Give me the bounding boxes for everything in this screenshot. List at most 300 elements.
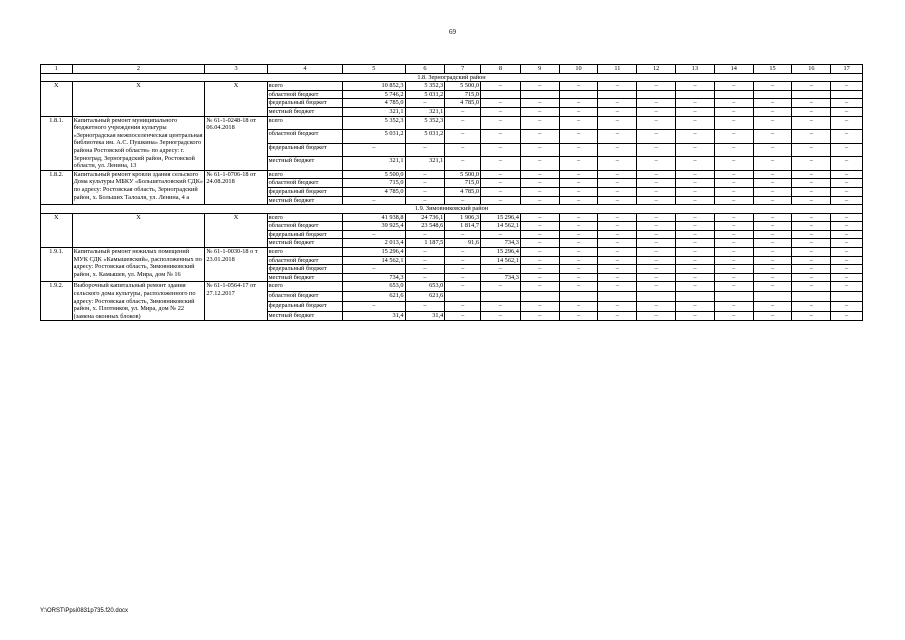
value-cell: 91,6 bbox=[445, 239, 481, 248]
value-cell: – bbox=[598, 248, 637, 257]
value-cell: – bbox=[481, 179, 521, 188]
funding-source: федеральный бюджет bbox=[267, 301, 343, 311]
value-cell: – bbox=[753, 107, 792, 116]
value-cell: 715,0 bbox=[343, 179, 405, 188]
value-cell: – bbox=[637, 311, 676, 321]
value-cell: 15 296,4 bbox=[481, 213, 521, 222]
value-cell: – bbox=[676, 116, 715, 130]
value-cell: – bbox=[831, 239, 863, 248]
value-cell: – bbox=[520, 213, 559, 222]
value-cell: – bbox=[598, 213, 637, 222]
value-cell: 31,4 bbox=[343, 311, 405, 321]
value-cell: – bbox=[520, 230, 559, 239]
value-cell: – bbox=[445, 157, 481, 171]
value-cell: – bbox=[637, 230, 676, 239]
value-cell: – bbox=[520, 282, 559, 292]
item-document: № 61-1-0564-17 от 27.12.2017 bbox=[205, 282, 267, 321]
item-document: № 61-1-0706-18 от 24.08.2018 bbox=[205, 170, 267, 204]
section-header-row bbox=[41, 205, 863, 214]
value-cell: 653,0 bbox=[405, 282, 445, 292]
value-cell: – bbox=[831, 130, 863, 144]
value-cell: – bbox=[445, 248, 481, 257]
value-cell bbox=[676, 292, 715, 302]
value-cell: – bbox=[598, 82, 637, 91]
value-cell: – bbox=[676, 230, 715, 239]
value-cell: – bbox=[637, 116, 676, 130]
value-cell: – bbox=[714, 170, 753, 179]
funding-source: областной бюджет bbox=[267, 90, 343, 99]
value-cell: – bbox=[676, 196, 715, 205]
value-cell: – bbox=[559, 82, 598, 91]
value-cell: – bbox=[343, 143, 405, 157]
value-cell: – bbox=[792, 230, 831, 239]
item-number: 1.9.1. bbox=[41, 248, 73, 282]
header-cell: 12 bbox=[637, 65, 676, 74]
value-cell bbox=[598, 292, 637, 302]
value-cell: – bbox=[598, 282, 637, 292]
value-cell: – bbox=[831, 82, 863, 91]
value-cell bbox=[559, 90, 598, 99]
value-cell: – bbox=[831, 230, 863, 239]
value-cell: 5 500,0 bbox=[343, 170, 405, 179]
value-cell: – bbox=[792, 213, 831, 222]
value-cell: 621,6 bbox=[343, 292, 405, 302]
value-cell: – bbox=[520, 179, 559, 188]
item-document: Х bbox=[205, 82, 267, 116]
value-cell: – bbox=[520, 265, 559, 274]
value-cell: – bbox=[520, 256, 559, 265]
value-cell: – bbox=[405, 99, 445, 108]
value-cell: – bbox=[753, 99, 792, 108]
value-cell: 14 562,1 bbox=[343, 256, 405, 265]
value-cell: – bbox=[520, 107, 559, 116]
value-cell: – bbox=[753, 213, 792, 222]
header-cell: 11 bbox=[598, 65, 637, 74]
value-cell: – bbox=[481, 130, 521, 144]
value-cell: – bbox=[598, 256, 637, 265]
value-cell: – bbox=[445, 143, 481, 157]
value-cell: 5 500,0 bbox=[445, 82, 481, 91]
value-cell: – bbox=[714, 179, 753, 188]
value-cell: – bbox=[753, 301, 792, 311]
item-name: Капитальный ремонт муниципального бюджетного учреждения культуры «Зерноградская межпоселенческая центральная библиотека им. А.С. Пушкина» Зерноградского района Ростовской области» по адресу: г. Зерноград, Зерноградский район, Ростовской области, ул. Ленина, 13 bbox=[72, 116, 205, 170]
value-cell: – bbox=[792, 82, 831, 91]
value-cell: – bbox=[792, 265, 831, 274]
value-cell: 15 296,4 bbox=[343, 248, 405, 257]
value-cell: 5 031,2 bbox=[343, 130, 405, 144]
value-cell: – bbox=[792, 170, 831, 179]
value-cell: – bbox=[831, 196, 863, 205]
value-cell: – bbox=[831, 256, 863, 265]
value-cell: – bbox=[445, 301, 481, 311]
value-cell: – bbox=[405, 265, 445, 274]
value-cell: – bbox=[598, 157, 637, 171]
value-cell: – bbox=[792, 256, 831, 265]
value-cell: 321,1 bbox=[343, 157, 405, 171]
value-cell: – bbox=[792, 157, 831, 171]
value-cell: – bbox=[637, 187, 676, 196]
value-cell: – bbox=[714, 265, 753, 274]
funding-source: местный бюджет bbox=[267, 273, 343, 282]
value-cell: – bbox=[559, 196, 598, 205]
value-cell: – bbox=[714, 282, 753, 292]
value-cell bbox=[792, 292, 831, 302]
value-cell: – bbox=[831, 222, 863, 231]
value-cell: – bbox=[559, 311, 598, 321]
value-cell bbox=[637, 90, 676, 99]
value-cell: – bbox=[481, 157, 521, 171]
header-cell: 6 bbox=[405, 65, 445, 74]
value-cell: – bbox=[598, 187, 637, 196]
value-cell: – bbox=[405, 196, 445, 205]
table-body bbox=[41, 65, 863, 321]
value-cell: 5 352,3 bbox=[343, 116, 405, 130]
value-cell: – bbox=[714, 222, 753, 231]
value-cell: – bbox=[714, 187, 753, 196]
header-cell: 16 bbox=[792, 65, 831, 74]
value-cell: – bbox=[405, 170, 445, 179]
value-cell: – bbox=[831, 99, 863, 108]
value-cell: – bbox=[831, 170, 863, 179]
section-title: 1.9. Зимовниковский район bbox=[41, 205, 863, 214]
value-cell: 5 352,3 bbox=[405, 82, 445, 91]
value-cell: – bbox=[676, 239, 715, 248]
value-cell: – bbox=[520, 222, 559, 231]
funding-source: всего bbox=[267, 282, 343, 292]
value-cell: – bbox=[753, 116, 792, 130]
value-cell: – bbox=[753, 157, 792, 171]
header-cell: 7 bbox=[445, 65, 481, 74]
value-cell: – bbox=[598, 273, 637, 282]
value-cell: – bbox=[559, 230, 598, 239]
value-cell: – bbox=[343, 301, 405, 311]
value-cell bbox=[481, 292, 521, 302]
funding-source: местный бюджет bbox=[267, 157, 343, 171]
value-cell: – bbox=[405, 301, 445, 311]
value-cell: – bbox=[520, 196, 559, 205]
value-cell bbox=[520, 292, 559, 302]
value-cell: – bbox=[445, 265, 481, 274]
value-cell: – bbox=[343, 230, 405, 239]
value-cell: – bbox=[481, 187, 521, 196]
value-cell: 39 925,4 bbox=[343, 222, 405, 231]
value-cell: – bbox=[714, 143, 753, 157]
value-cell: – bbox=[714, 239, 753, 248]
value-cell: – bbox=[637, 222, 676, 231]
value-cell: – bbox=[753, 196, 792, 205]
value-cell: – bbox=[598, 230, 637, 239]
value-cell bbox=[831, 90, 863, 99]
header-cell: 3 bbox=[205, 65, 267, 74]
value-cell: – bbox=[598, 130, 637, 144]
value-cell: – bbox=[481, 311, 521, 321]
value-cell: – bbox=[559, 107, 598, 116]
value-cell: – bbox=[559, 116, 598, 130]
value-cell bbox=[753, 292, 792, 302]
value-cell: 621,6 bbox=[405, 292, 445, 302]
value-cell: 31,4 bbox=[405, 311, 445, 321]
value-cell: 4 785,0 bbox=[343, 99, 405, 108]
funding-source: федеральный бюджет bbox=[267, 99, 343, 108]
value-cell bbox=[481, 90, 521, 99]
value-cell: – bbox=[792, 311, 831, 321]
value-cell: – bbox=[831, 265, 863, 274]
funding-source: всего bbox=[267, 116, 343, 130]
value-cell: – bbox=[753, 265, 792, 274]
value-cell: – bbox=[598, 311, 637, 321]
section-header-row bbox=[41, 73, 863, 82]
value-cell: – bbox=[676, 99, 715, 108]
value-cell: – bbox=[481, 230, 521, 239]
value-cell: – bbox=[520, 157, 559, 171]
value-cell: – bbox=[481, 196, 521, 205]
value-cell: – bbox=[445, 311, 481, 321]
value-cell: – bbox=[831, 179, 863, 188]
value-cell: – bbox=[792, 301, 831, 311]
value-cell: 14 562,1 bbox=[481, 256, 521, 265]
value-cell: – bbox=[753, 239, 792, 248]
value-cell: – bbox=[445, 273, 481, 282]
header-cell: 10 bbox=[559, 65, 598, 74]
value-cell: – bbox=[753, 256, 792, 265]
footer-file-path: Y:\ORST\Ppsi0831p735.f20.docx bbox=[40, 608, 129, 614]
value-cell: – bbox=[405, 273, 445, 282]
funding-source: областной бюджет bbox=[267, 256, 343, 265]
value-cell: – bbox=[520, 311, 559, 321]
value-cell bbox=[714, 292, 753, 302]
value-cell: 4 785,0 bbox=[445, 99, 481, 108]
value-cell: – bbox=[714, 301, 753, 311]
value-cell: – bbox=[405, 187, 445, 196]
value-cell: – bbox=[481, 99, 521, 108]
value-cell: – bbox=[445, 282, 481, 292]
value-cell: – bbox=[598, 99, 637, 108]
value-cell: – bbox=[714, 82, 753, 91]
value-cell: – bbox=[792, 239, 831, 248]
value-cell: – bbox=[676, 273, 715, 282]
value-cell: – bbox=[343, 196, 405, 205]
funding-source: областной бюджет bbox=[267, 130, 343, 144]
table-row bbox=[41, 282, 863, 292]
value-cell: – bbox=[676, 143, 715, 157]
value-cell: 321,1 bbox=[343, 107, 405, 116]
value-cell: 734,3 bbox=[343, 273, 405, 282]
value-cell: 5 352,3 bbox=[405, 116, 445, 130]
value-cell: – bbox=[559, 157, 598, 171]
value-cell: – bbox=[714, 213, 753, 222]
value-cell: – bbox=[792, 116, 831, 130]
value-cell: 1 187,5 bbox=[405, 239, 445, 248]
value-cell: 4 785,0 bbox=[445, 187, 481, 196]
value-cell: – bbox=[753, 143, 792, 157]
value-cell bbox=[445, 292, 481, 302]
value-cell bbox=[559, 292, 598, 302]
value-cell: 321,1 bbox=[405, 157, 445, 171]
value-cell: – bbox=[676, 107, 715, 116]
value-cell: – bbox=[637, 265, 676, 274]
value-cell: – bbox=[343, 265, 405, 274]
value-cell: – bbox=[598, 265, 637, 274]
value-cell: – bbox=[559, 256, 598, 265]
value-cell: – bbox=[559, 222, 598, 231]
value-cell: – bbox=[676, 311, 715, 321]
value-cell: – bbox=[445, 196, 481, 205]
budget-table bbox=[40, 64, 863, 321]
value-cell: – bbox=[753, 311, 792, 321]
value-cell: – bbox=[481, 265, 521, 274]
value-cell: – bbox=[753, 230, 792, 239]
value-cell: – bbox=[792, 222, 831, 231]
item-document: Х bbox=[205, 213, 267, 247]
table-row bbox=[41, 170, 863, 179]
item-name: Капитальный ремонт кровли здания сельского Дома культуры МБКУ «Большеталовский СДК» по адресу: Ростовская область, Зерноградский район, х. Больших Талоаля, ул. Ленина, 4 а bbox=[72, 170, 205, 204]
value-cell: 5 746,2 bbox=[343, 90, 405, 99]
value-cell: – bbox=[520, 170, 559, 179]
value-cell bbox=[831, 292, 863, 302]
value-cell: – bbox=[559, 265, 598, 274]
value-cell: – bbox=[831, 311, 863, 321]
value-cell: – bbox=[637, 196, 676, 205]
value-cell: – bbox=[405, 256, 445, 265]
value-cell: – bbox=[753, 248, 792, 257]
value-cell: – bbox=[676, 248, 715, 257]
value-cell: – bbox=[676, 82, 715, 91]
value-cell: – bbox=[445, 256, 481, 265]
value-cell: – bbox=[637, 130, 676, 144]
value-cell: – bbox=[405, 230, 445, 239]
funding-source: всего bbox=[267, 213, 343, 222]
value-cell: 2 013,4 bbox=[343, 239, 405, 248]
value-cell: – bbox=[637, 282, 676, 292]
value-cell: – bbox=[753, 222, 792, 231]
item-number: 1.9.2. bbox=[41, 282, 73, 321]
funding-source: всего bbox=[267, 248, 343, 257]
value-cell: 653,0 bbox=[343, 282, 405, 292]
value-cell bbox=[753, 90, 792, 99]
value-cell: – bbox=[598, 170, 637, 179]
header-cell: 17 bbox=[831, 65, 863, 74]
value-cell: – bbox=[598, 222, 637, 231]
value-cell: 4 785,0 bbox=[343, 187, 405, 196]
value-cell: – bbox=[676, 157, 715, 171]
value-cell: – bbox=[559, 248, 598, 257]
value-cell: – bbox=[792, 282, 831, 292]
funding-source: областной бюджет bbox=[267, 222, 343, 231]
value-cell: – bbox=[676, 222, 715, 231]
value-cell: – bbox=[753, 82, 792, 91]
value-cell: – bbox=[714, 196, 753, 205]
table-row bbox=[41, 248, 863, 257]
value-cell: – bbox=[676, 301, 715, 311]
value-cell: – bbox=[637, 107, 676, 116]
header-cell: 14 bbox=[714, 65, 753, 74]
value-cell: – bbox=[405, 248, 445, 257]
value-cell: – bbox=[676, 282, 715, 292]
value-cell: – bbox=[753, 282, 792, 292]
item-name: Х bbox=[72, 82, 205, 116]
value-cell: – bbox=[559, 170, 598, 179]
funding-source: федеральный бюджет bbox=[267, 143, 343, 157]
value-cell: – bbox=[792, 107, 831, 116]
value-cell: 41 938,8 bbox=[343, 213, 405, 222]
value-cell: – bbox=[598, 143, 637, 157]
value-cell: – bbox=[559, 130, 598, 144]
value-cell: – bbox=[792, 130, 831, 144]
value-cell: – bbox=[831, 213, 863, 222]
item-name: Х bbox=[72, 213, 205, 247]
funding-source: федеральный бюджет bbox=[267, 187, 343, 196]
header-cell: 2 bbox=[72, 65, 205, 74]
value-cell: 715,0 bbox=[445, 179, 481, 188]
value-cell: – bbox=[714, 311, 753, 321]
value-cell: – bbox=[598, 196, 637, 205]
value-cell: – bbox=[559, 143, 598, 157]
value-cell: – bbox=[753, 179, 792, 188]
value-cell: – bbox=[481, 170, 521, 179]
value-cell: – bbox=[714, 107, 753, 116]
value-cell: 734,3 bbox=[481, 239, 521, 248]
value-cell: – bbox=[753, 187, 792, 196]
value-cell: – bbox=[445, 107, 481, 116]
value-cell: – bbox=[520, 273, 559, 282]
value-cell: – bbox=[520, 301, 559, 311]
value-cell: 10 852,3 bbox=[343, 82, 405, 91]
table-row bbox=[41, 82, 863, 91]
value-cell: – bbox=[831, 143, 863, 157]
value-cell: 321,1 bbox=[405, 107, 445, 116]
value-cell: – bbox=[676, 265, 715, 274]
funding-source: местный бюджет bbox=[267, 107, 343, 116]
value-cell: 15 296,4 bbox=[481, 248, 521, 257]
funding-source: всего bbox=[267, 82, 343, 91]
value-cell: – bbox=[481, 107, 521, 116]
value-cell: – bbox=[676, 130, 715, 144]
column-numbers-row bbox=[41, 65, 863, 74]
value-cell: – bbox=[598, 179, 637, 188]
header-cell: 9 bbox=[520, 65, 559, 74]
value-cell: – bbox=[831, 282, 863, 292]
value-cell: – bbox=[637, 301, 676, 311]
funding-source: областной бюджет bbox=[267, 292, 343, 302]
value-cell: – bbox=[637, 179, 676, 188]
value-cell: – bbox=[637, 82, 676, 91]
value-cell: – bbox=[445, 130, 481, 144]
value-cell: – bbox=[831, 248, 863, 257]
value-cell: 14 562,1 bbox=[481, 222, 521, 231]
funding-source: местный бюджет bbox=[267, 196, 343, 205]
value-cell: – bbox=[792, 187, 831, 196]
value-cell: – bbox=[520, 248, 559, 257]
header-cell: 15 bbox=[753, 65, 792, 74]
value-cell: – bbox=[520, 116, 559, 130]
value-cell: – bbox=[637, 256, 676, 265]
value-cell: – bbox=[559, 239, 598, 248]
funding-source: местный бюджет bbox=[267, 239, 343, 248]
item-document: № 61-1-0248-18 от 06.04.2018 bbox=[205, 116, 267, 170]
value-cell: – bbox=[637, 99, 676, 108]
funding-source: федеральный бюджет bbox=[267, 230, 343, 239]
value-cell: – bbox=[714, 99, 753, 108]
funding-source: местный бюджет bbox=[267, 311, 343, 321]
value-cell: – bbox=[559, 213, 598, 222]
value-cell: – bbox=[714, 273, 753, 282]
value-cell: – bbox=[520, 99, 559, 108]
value-cell: – bbox=[792, 179, 831, 188]
value-cell: – bbox=[405, 143, 445, 157]
value-cell: 734,3 bbox=[481, 273, 521, 282]
value-cell: – bbox=[598, 116, 637, 130]
value-cell: – bbox=[637, 239, 676, 248]
